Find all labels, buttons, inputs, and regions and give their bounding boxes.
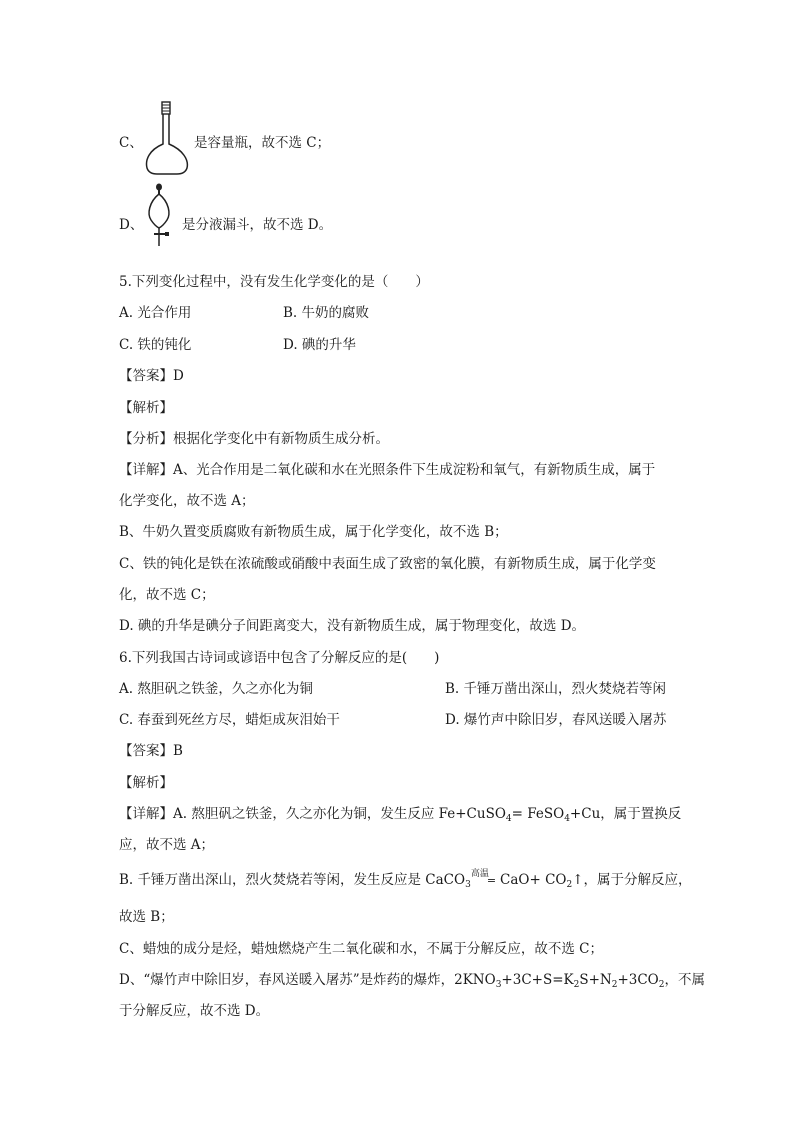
option-c-text: 是容量瓶，故不选 C；	[194, 135, 331, 151]
q6-detail-line: 于分解反应，故不选 D。	[119, 1003, 270, 1019]
q5-option-a: A. 光合作用	[119, 305, 192, 321]
q6-detail-b-line: B. 千锤万凿出深山，烈火焚烧若等闲，发生反应是 CaCO$_3^{高温}$= $CaO+ CO_2↑$，属于分解反应，	[119, 869, 692, 890]
q5-analysis-label: 【解析】	[119, 400, 173, 416]
q5-detail-line: 【详解】A、光合作用是二氧化碳和水在光照条件下生成淀粉和氧气，有新物质生成，属于	[119, 462, 656, 478]
q5-answer: 【答案】D	[119, 368, 184, 384]
q6-stem: 6.下列我国古诗词或谚语中包含了分解反应的是( )	[119, 650, 440, 666]
q6-detail-line: C、蜡烛的成分是烃，蜡烛燃烧产生二氧化碳和水，不属于分解反应，故不选 C；	[119, 941, 603, 957]
option-c-prefix: C、	[119, 135, 143, 151]
q6-option-a: A. 熬胆矾之铁釜，久之亦化为铜	[119, 681, 313, 697]
q6-detail-line: 故选 B；	[119, 909, 174, 925]
q5-option-b: B. 牛奶的腐败	[283, 305, 370, 321]
q5-detail-line: 化学变化，故不选 A；	[119, 493, 255, 509]
q6-analysis-label: 【解析】	[119, 775, 173, 791]
q5-detail-line: 化，故不选 C；	[119, 587, 215, 603]
option-d-text: 是分液漏斗，故不选 D。	[182, 217, 333, 233]
option-d-prefix: D、	[119, 217, 144, 233]
q5-stem: 5.下列变化过程中，没有发生化学变化的是（ ）	[119, 274, 429, 290]
q6-option-d: D. 爆竹声中除旧岁，春风送暖入屠苏	[445, 712, 667, 728]
q5-fenxi: 【分析】根据化学变化中有新物质生成分析。	[119, 431, 389, 447]
q5-detail-line: B、牛奶久置变质腐败有新物质生成，属于化学变化，故不选 B；	[119, 524, 508, 540]
q6-detail-d-line: D、“爆竹声中除旧岁，春风送暖入屠苏”是炸药的爆炸，$2KNO_3+3C+S=K_2S+N_2+3CO_2$，不属	[119, 972, 705, 990]
q5-option-c: C. 铁的钝化	[119, 337, 192, 353]
separatory-funnel-icon	[143, 182, 179, 248]
q6-detail-line: 应，故不选 A；	[119, 837, 215, 853]
q6-option-c: C. 春蚕到死丝方尽，蜡炬成灰泪始干	[119, 712, 340, 728]
q5-detail-line: D. 碘的升华是碘分子间距离变大，没有新物质生成，属于物理变化，故选 D。	[119, 618, 586, 634]
q6-option-b: B. 千锤万凿出深山，烈火焚烧若等闲	[445, 681, 667, 697]
volumetric-flask-icon	[143, 100, 191, 176]
q5-detail-line: C、铁的钝化是铁在浓硫酸或硝酸中表面生成了致密的氧化膜，有新物质生成，属于化学变	[119, 556, 656, 572]
q5-option-d: D. 碘的升华	[283, 337, 356, 353]
q6-detail-a-line: 【详解】A. 熬胆矾之铁釜，久之亦化为铜，发生反应 Fe+CuSO$_4$= FeSO$_4$+Cu，属于置换反	[119, 806, 682, 824]
q6-answer: 【答案】B	[119, 743, 183, 759]
